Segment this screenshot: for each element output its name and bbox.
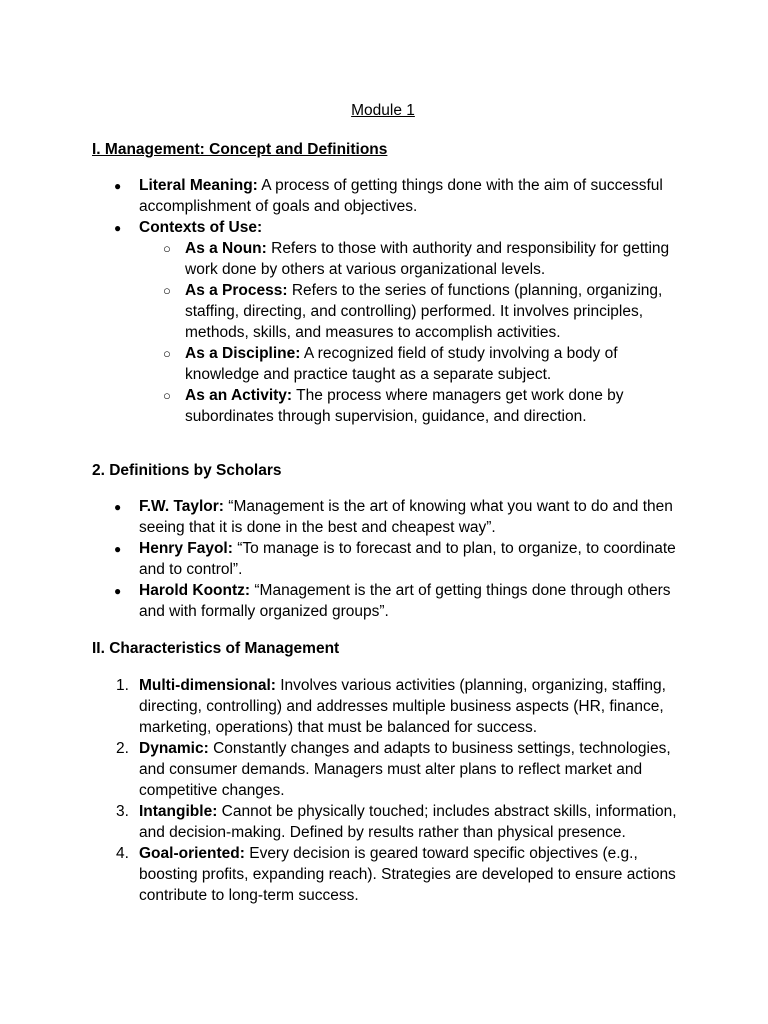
item-number: 2. bbox=[116, 740, 129, 757]
list-item-goal-oriented bbox=[0, 843, 679, 906]
item-text: Involves various activities (planning, organizing, staffing, directing, controlling) and addresses multiple business aspects (HR, finance, marketing, operations) that must be balanced for success. bbox=[139, 677, 666, 736]
list-item-contexts-of-use bbox=[0, 217, 679, 427]
item-label: As a Discipline: bbox=[185, 345, 301, 362]
sublist-item-activity bbox=[139, 385, 671, 427]
item-number: 3. bbox=[116, 803, 129, 820]
item-label: As an Activity: bbox=[185, 387, 293, 404]
item-label: Goal-oriented: bbox=[139, 845, 245, 862]
bullet-icon bbox=[114, 217, 134, 239]
concept-list bbox=[0, 175, 768, 427]
list-item-fayol bbox=[0, 538, 679, 580]
item-label: F.W. Taylor: bbox=[139, 498, 224, 515]
item-text: The process where managers get work done by subordinates through supervision, guidance, and direction. bbox=[185, 387, 624, 425]
bullet-icon bbox=[114, 538, 134, 560]
item-number: 4. bbox=[116, 845, 129, 862]
item-label: As a Process: bbox=[185, 282, 288, 299]
section-heading-scholars: 2. Definitions by Scholars bbox=[92, 462, 282, 479]
item-label: Intangible: bbox=[139, 803, 218, 820]
list-item-koontz bbox=[0, 580, 679, 622]
list-item-literal-meaning bbox=[0, 175, 679, 217]
list-item-multi-dimensional bbox=[0, 675, 679, 738]
item-label: Dynamic: bbox=[139, 740, 209, 757]
hollow-bullet-icon: ○ bbox=[163, 241, 171, 256]
item-label: Harold Koontz: bbox=[139, 582, 251, 599]
hollow-bullet-icon: ○ bbox=[163, 283, 171, 298]
item-number: 1. bbox=[116, 677, 129, 694]
item-text: Refers to the series of functions (planning, organizing, staffing, directing, and controlling) performed. It involves principles, methods, skills, and measures to accomplish activities. bbox=[185, 282, 663, 341]
section-heading-concept: I. Management: Concept and Definitions bbox=[92, 141, 388, 158]
list-item-intangible bbox=[0, 801, 679, 843]
list-item-dynamic bbox=[0, 738, 679, 801]
scholars-list bbox=[0, 496, 768, 622]
item-text: “To manage is to forecast and to plan, to organize, to coordinate and to control”. bbox=[139, 540, 676, 578]
sublist-item-process bbox=[139, 280, 671, 343]
characteristics-list bbox=[0, 675, 768, 906]
bullet-icon bbox=[114, 496, 134, 518]
section-heading-characteristics: II. Characteristics of Management bbox=[92, 640, 340, 657]
item-text: “Management is the art of knowing what you want to do and then seeing that it is done in the best and cheapest way”. bbox=[139, 498, 673, 536]
hollow-bullet-icon: ○ bbox=[163, 346, 171, 361]
list-item-taylor bbox=[0, 496, 679, 538]
bullet-icon bbox=[114, 175, 134, 197]
item-text: A recognized field of study involving a body of knowledge and practice taught as a separate subject. bbox=[185, 345, 618, 383]
page-title: Module 1 bbox=[351, 102, 415, 119]
item-label: Contexts of Use: bbox=[139, 219, 263, 236]
item-text: Cannot be physically touched; includes abstract skills, information, and decision-making. Defined by results rather than physical presence. bbox=[139, 803, 677, 841]
contexts-sublist bbox=[139, 238, 679, 427]
sublist-item-discipline bbox=[139, 343, 671, 385]
sublist-item-noun bbox=[139, 238, 671, 280]
item-label: Literal Meaning: bbox=[139, 177, 258, 194]
item-label: As a Noun: bbox=[185, 240, 267, 257]
item-text: Constantly changes and adapts to business settings, technologies, and consumer demands. Managers must alter plans to reflect market and competitive changes. bbox=[139, 740, 671, 799]
item-text: A process of getting things done with the aim of successful accomplishment of goals and objectives. bbox=[139, 177, 663, 215]
item-label: Henry Fayol: bbox=[139, 540, 233, 557]
hollow-bullet-icon: ○ bbox=[163, 388, 171, 403]
bullet-icon bbox=[114, 580, 134, 602]
item-text: Refers to those with authority and responsibility for getting work done by others at various organizational levels. bbox=[185, 240, 670, 278]
item-label: Multi-dimensional: bbox=[139, 677, 276, 694]
item-text: “Management is the art of getting things done through others and with formally organized groups”. bbox=[139, 582, 671, 620]
item-text: Every decision is geared toward specific objectives (e.g., boosting profits, expanding reach). Strategies are developed to ensure actions contribute to long-term success. bbox=[139, 845, 676, 904]
